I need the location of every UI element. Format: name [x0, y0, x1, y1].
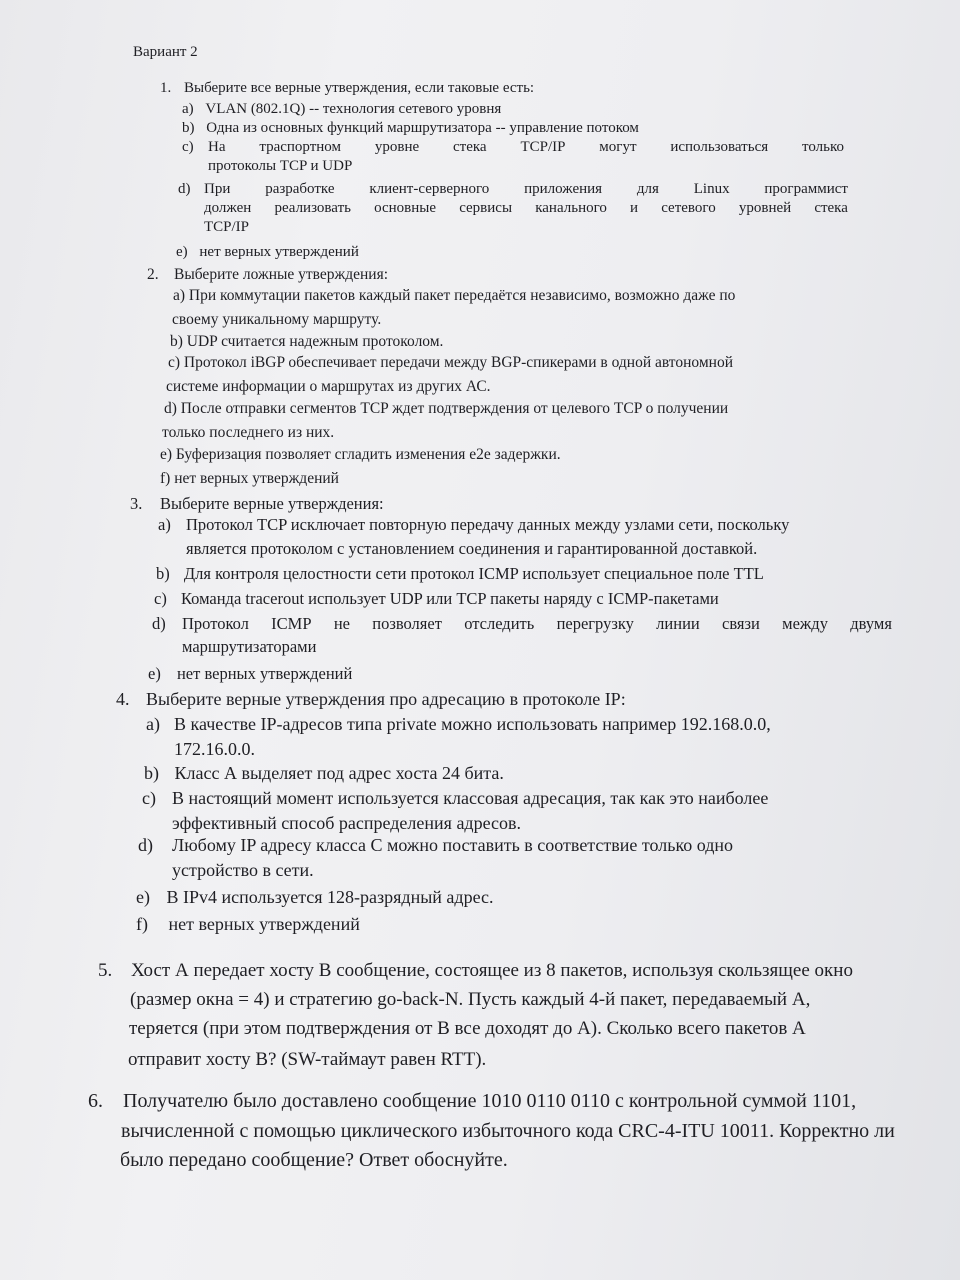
q2-option-f: f) нет верных утверждений [160, 470, 339, 487]
word: Протокол [182, 614, 249, 633]
variant-title: Вариант 2 [133, 44, 198, 60]
q2-option-e: e) Буферизация позволяет сгладить изменения e2e задержки. [160, 446, 561, 463]
word: для [636, 181, 659, 197]
q4-option-a: a) В качестве IP-адресов типа private можно использовать например 192.168.0.0, 172.16.0.0. [146, 714, 771, 759]
q5-line2: (размер окна = 4) и стратегию go-back-N. Пусть каждый 4-й пакет, передаваемый А, [130, 989, 811, 1010]
q6-line2: вычисленной с помощью циклического избыточного кода CRC-4-ITU 10011. Корректно ли [121, 1120, 895, 1142]
q3-option-b: b) Для контроля целостности сети протокол ICMP использует специальное поле TTL [156, 564, 764, 583]
word: канального [535, 200, 607, 216]
word: Linux [693, 181, 730, 197]
q1-text: Выберите все верные утверждения, если таковые есть: [184, 80, 535, 96]
word: и [630, 200, 639, 216]
q5-line1: Хост А передает хосту В сообщение, состоящее из 8 пакетов, используя скользящее окно [131, 960, 853, 981]
q3-option-e: e) нет верных утверждений [148, 664, 353, 683]
q4-option-c: c) В настоящий момент используется классовая адресация, так как это наиболее эффективный способ распределения адресов. [142, 788, 769, 833]
word: На [208, 139, 226, 155]
word: основные [374, 200, 437, 216]
word: клиент-серверного [369, 181, 490, 197]
q2-option-b: b) UDP считается надежным протоколом. [170, 333, 444, 350]
q5-line4: отправит хосту В? (SW-таймаут равен RTT). [128, 1049, 487, 1070]
word: реализовать [274, 200, 351, 216]
word: траспортном [259, 139, 342, 155]
q5-line3: теряется (при этом подтверждения от В все доходят до А). Сколько всего пакетов А [129, 1018, 806, 1039]
q5-number: 5. [98, 960, 113, 981]
word: сетевого [661, 200, 716, 216]
q4-number: 4. [116, 689, 130, 709]
word: уровней [738, 200, 792, 216]
word: TCP/IP [520, 139, 566, 155]
q2-option-d-line2: только последнего из них. [162, 424, 335, 441]
q6-line3: было передано сообщение? Ответ обоснуйте. [120, 1149, 508, 1171]
word: могут [599, 139, 637, 155]
word: сервисы [459, 200, 513, 216]
q1-option-c-line1 [208, 139, 844, 156]
q2-option-d-line1: d) После отправки сегментов TCP ждет подтверждения от целевого TCP о получении [164, 400, 729, 417]
q3-number: 3. [130, 494, 143, 513]
word: программист [764, 181, 848, 197]
q1-option-c: c) На траспортном уровне стека TCP/IP могут использоваться только протоколы TCP и UDP [182, 139, 844, 174]
q3-option-d: d) Протокол ICMP не позволяет отследить перегрузку линии связи между двумя маршрутизаторами [152, 614, 892, 656]
word: ICMP [271, 614, 312, 633]
q2-option-a-line2: своему уникальному маршруту. [172, 311, 382, 328]
q4-option-f: f) нет верных утверждений [136, 914, 360, 934]
q1-option-e: e) нет верных утверждений [176, 244, 359, 260]
q4-option-d: d) Любому IP адресу класса С можно поставить в соответствие только одно устройство в сети. [138, 835, 734, 880]
q1-number: 1. [160, 80, 172, 96]
q4-option-b: b) Класс А выделяет под адрес хоста 24 бита. [144, 763, 504, 783]
word: стека [453, 139, 487, 155]
q2-option-c-line2: системе информации о маршрутах из других АС. [166, 378, 491, 395]
q1-option-b: b) Одна из основных функций маршрутизатора -- управление потоком [182, 120, 639, 136]
word: двумя [850, 614, 892, 633]
word: позволяет [372, 614, 442, 633]
word: только [801, 139, 844, 155]
word: линии [656, 614, 700, 633]
word: приложения [524, 181, 603, 197]
word: стека [814, 200, 848, 216]
word: должен [204, 200, 252, 216]
q4-text: Выберите верные утверждения про адресацию в протоколе IP: [146, 689, 626, 709]
q1-option-d-line2 [204, 200, 848, 217]
q6-line1: Получателю было доставлено сообщение 1010 0110 0110 с контрольной суммой 1101, [123, 1090, 857, 1112]
word: отследить [464, 614, 535, 633]
q3-option-c: c) Команда tracerout использует UDP или TCP пакеты наряду с ICMP-пакетами [154, 589, 719, 608]
q1-option-d: d) При разработке клиент-серверного приложения для Linux программист должен реализовать основные сервисы канального и сетевого уровней стека TCP/IP [178, 181, 848, 235]
word: использоваться [670, 139, 769, 155]
q1-option-a: a) VLAN (802.1Q) -- технология сетевого уровня [182, 101, 502, 117]
q3-text: Выберите верные утверждения: [160, 494, 384, 513]
q2-text: Выберите ложные утверждения: [174, 266, 389, 283]
word: между [782, 614, 828, 633]
word: не [333, 614, 350, 633]
q2-number: 2. [147, 266, 159, 283]
q3-option-a: a) Протокол TCP исключает повторную передачу данных между узлами сети, поскольку является протоколом с установлением соединения и гарантированной доставкой. [158, 515, 790, 558]
q2-option-a-line1: а) При коммутации пакетов каждый пакет передаётся независимо, возможно даже по [173, 287, 736, 304]
q2-option-c-line1: c) Протокол iBGP обеспечивает передачи между BGP-спикерами в одной автономной [168, 354, 734, 371]
word: перегрузку [556, 614, 634, 633]
word: разработке [265, 181, 335, 197]
word: уровне [374, 139, 420, 155]
word: При [204, 181, 231, 197]
q3-option-d-line1 [182, 614, 892, 634]
word: связи [722, 614, 760, 633]
q1-option-d-line1 [204, 181, 848, 198]
q6-number: 6. [88, 1090, 103, 1112]
q4-option-e: e) В IPv4 используется 128-разрядный адрес. [136, 887, 494, 907]
